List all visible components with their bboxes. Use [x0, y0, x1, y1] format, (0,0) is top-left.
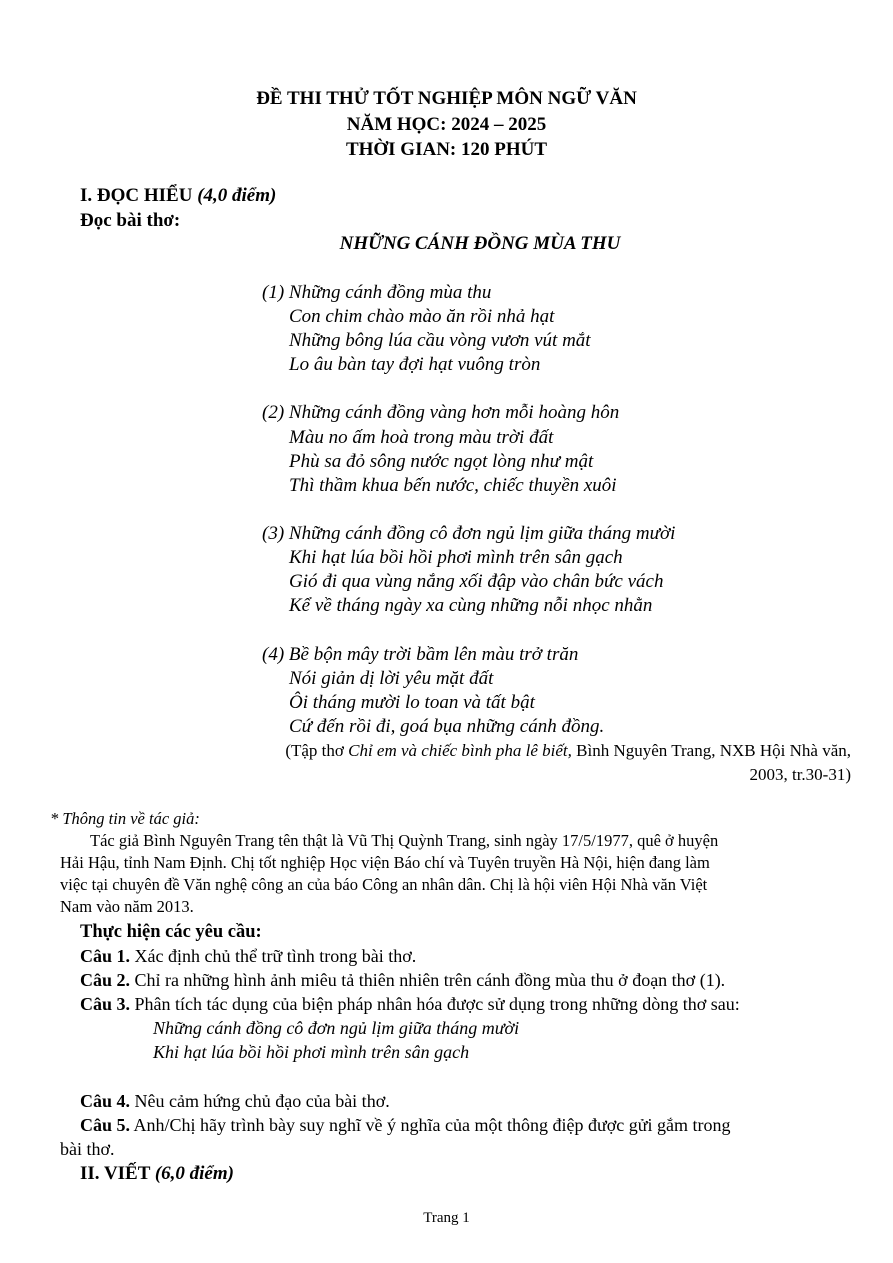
author-info-line-2: Hải Hậu, tỉnh Nam Định. Chị tốt nghiệp Học viện Báo chí và Tuyên truyền Hà Nội, hiện đang làm	[60, 853, 710, 872]
author-info-line-1: Tác giả Bình Nguyên Trang tên thật là Vũ Thị Quỳnh Trang, sinh ngày 17/5/1977, quê ở huyện	[90, 831, 719, 850]
stanza-4-line-3: Ôi tháng mười lo toan và tất bật	[289, 692, 535, 713]
part2-title: II. VIẾT	[80, 1163, 155, 1184]
stanza-2-line-4: Thì thầm khua bến nước, chiếc thuyền xuôi	[289, 475, 617, 496]
tasks-heading: Thực hiện các yêu cầu:	[80, 922, 262, 942]
question-3-quote-2: Khi hạt lúa bồi hồi phơi mình trên sân gạch	[153, 1042, 470, 1062]
author-info-line-4: Nam vào năm 2013.	[60, 897, 194, 916]
poem-title: NHỮNG CÁNH ĐỒNG MÙA THU	[339, 233, 621, 254]
poem-source: (Tập thơ Chỉ em và chiếc bình pha lê biết, Bình Nguyên Trang, NXB Hội Nhà văn,	[285, 741, 851, 760]
stanza-1-line-4: Lo âu bàn tay đợi hạt vuông tròn	[289, 354, 541, 375]
exam-title: ĐỀ THI THỬ TỐT NGHIỆP MÔN NGỮ VĂN	[256, 88, 637, 109]
part1-score: (4,0 điểm)	[197, 185, 277, 206]
author-info-heading: * Thông tin về tác giả:	[50, 809, 200, 828]
stanza-4-line-2: Nói giản dị lời yêu mặt đất	[289, 668, 494, 689]
question-5: Câu 5. Anh/Chị hãy trình bày suy nghĩ về ý nghĩa của một thông điệp được gửi gắm trong	[80, 1115, 731, 1135]
page-number: Trang 1	[423, 1210, 470, 1226]
stanza-3-line-2: Khi hạt lúa bồi hồi phơi mình trên sân gạch	[289, 547, 623, 568]
part1-title: I. ĐỌC HIỂU	[80, 185, 198, 206]
stanza-3-line-1: (3) Những cánh đồng cô đơn ngủ lịm giữa tháng mười	[262, 523, 676, 544]
stanza-3-line-4: Kể về tháng ngày xa cùng những nỗi nhọc nhằn	[289, 595, 653, 616]
part2-score: (6,0 điểm)	[154, 1163, 234, 1184]
poem-source-line-2: 2003, tr.30-31)	[749, 765, 851, 784]
stanza-4-line-1: (4) Bề bộn mây trời bầm lên màu trở trăn	[262, 644, 579, 665]
question-5-cont: bài thơ.	[60, 1139, 115, 1159]
question-1: Câu 1. Xác định chủ thể trữ tình trong bài thơ.	[80, 946, 417, 966]
part1-heading	[80, 185, 276, 207]
stanza-3-line-3: Gió đi qua vùng nắng xối đập vào chân bức vách	[289, 571, 664, 592]
school-year: NĂM HỌC: 2024 – 2025	[346, 114, 547, 135]
part2-heading	[80, 1163, 234, 1185]
stanza-4-line-4: Cứ đến rồi đi, goá bụa những cánh đồng.	[289, 716, 605, 737]
question-3-quote-1: Những cánh đồng cô đơn ngủ lịm giữa tháng mười	[153, 1018, 520, 1038]
stanza-1-line-3: Những bông lúa cầu vòng vươn vút mắt	[289, 330, 591, 351]
question-2: Câu 2. Chỉ ra những hình ảnh miêu tả thiên nhiên trên cánh đồng mùa thu ở đoạn thơ (1).	[80, 970, 726, 990]
stanza-2-line-1: (2) Những cánh đồng vàng hơn mỗi hoàng hôn	[262, 402, 620, 423]
question-3: Câu 3. Phân tích tác dụng của biện pháp nhân hóa được sử dụng trong những dòng thơ sau:	[80, 994, 740, 1014]
stanza-1-line-2: Con chim chào mào ăn rồi nhả hạt	[289, 306, 555, 327]
author-info-line-3: việc tại chuyên đề Văn nghệ công an của báo Công an nhân dân. Chị là hội viên Hội Nhà văn Việt	[60, 875, 708, 894]
reading-instruction: Đọc bài thơ:	[80, 210, 181, 231]
stanza-2-line-2: Màu no ấm hoà trong màu trời đất	[289, 427, 554, 448]
stanza-2-line-3: Phù sa đỏ sông nước ngọt lòng như mật	[289, 451, 594, 472]
exam-duration: THỜI GIAN: 120 PHÚT	[345, 139, 548, 160]
question-4: Câu 4. Nêu cảm hứng chủ đạo của bài thơ.	[80, 1091, 390, 1111]
stanza-1-line-1: (1) Những cánh đồng mùa thu	[262, 282, 492, 303]
